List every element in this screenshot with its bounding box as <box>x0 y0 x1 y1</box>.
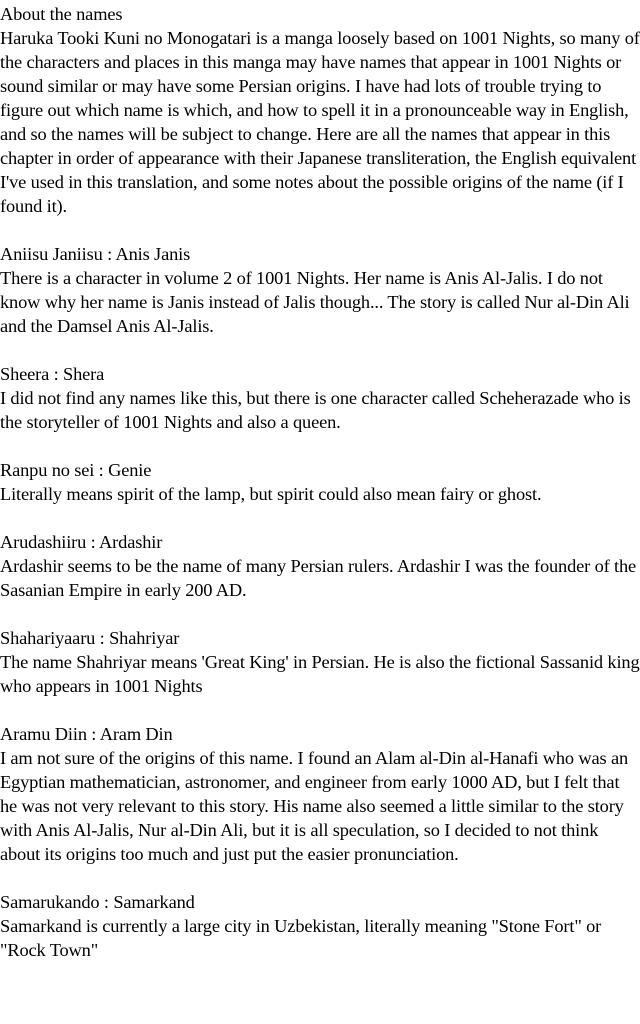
name-entry-aram-din <box>0 722 640 866</box>
entry-heading: Sheera : Shera <box>0 364 105 384</box>
name-entry-shera <box>0 362 640 434</box>
entry-body: I did not find any names like this, but there is one character called Scheherazade who is the storyteller of 1001 Nights and also a queen. <box>0 388 631 432</box>
entry-heading: Ranpu no sei : Genie <box>0 460 152 480</box>
entry-body: The name Shahriyar means 'Great King' in Persian. He is also the fictional Sassanid king who appears in 1001 Nights <box>0 652 640 696</box>
entry-body: Samarkand is currently a large city in Uzbekistan, literally meaning "Stone Fort" or "Rock Town" <box>0 916 602 960</box>
document <box>0 2 640 962</box>
entry-body: I am not sure of the origins of this name. I found an Alam al-Din al-Hanafi who was an Egyptian mathematician, astronomer, and engineer from early 1000 AD, but I felt that he was not very relevant to this story. His name also seemed a little similar to the story with Anis Al-Jalis, Nur al-Din Ali, but it is all speculation, so I decided to not think about its origins too much and just put the easier pronunciation. <box>0 748 629 864</box>
entry-body: Literally means spirit of the lamp, but spirit could also mean fairy or ghost. <box>0 484 542 504</box>
name-entry-anis-janis <box>0 242 640 338</box>
name-entry-genie <box>0 458 640 506</box>
entry-heading: Aniisu Janiisu : Anis Janis <box>0 244 191 264</box>
name-entry-shahriyar <box>0 626 640 698</box>
entry-body: There is a character in volume 2 of 1001 Nights. Her name is Anis Al-Jalis. I do not know why her name is Janis instead of Jalis though... The story is called Nur al-Din Ali and the Damsel Anis Al-Jalis. <box>0 268 630 336</box>
entry-heading: Aramu Diin : Aram Din <box>0 724 173 744</box>
document-title: About the names <box>0 4 123 24</box>
entry-heading: Samarukando : Samarkand <box>0 892 195 912</box>
entry-heading: Arudashiiru : Ardashir <box>0 532 163 552</box>
entry-heading: Shahariyaaru : Shahriyar <box>0 628 180 648</box>
name-entry-ardashir <box>0 530 640 602</box>
entry-body: Ardashir seems to be the name of many Persian rulers. Ardashir I was the founder of the Sasanian Empire in early 200 AD. <box>0 556 637 600</box>
name-entry-samarkand <box>0 890 640 962</box>
intro-paragraph: Haruka Tooki Kuni no Monogatari is a manga loosely based on 1001 Nights, so many of the characters and places in this manga may have names that appear in 1001 Nights or sound similar or may have some Persian origins. I have had lots of trouble trying to figure out which name is which, and how to spell it in a pronounceable way in English, and so the names will be subject to change. Here are all the names that appear in this chapter in order of appearance with their Japanese transliteration, the English equivalent I've used in this translation, and some notes about the possible origins of the name (if I found it). <box>0 28 640 216</box>
